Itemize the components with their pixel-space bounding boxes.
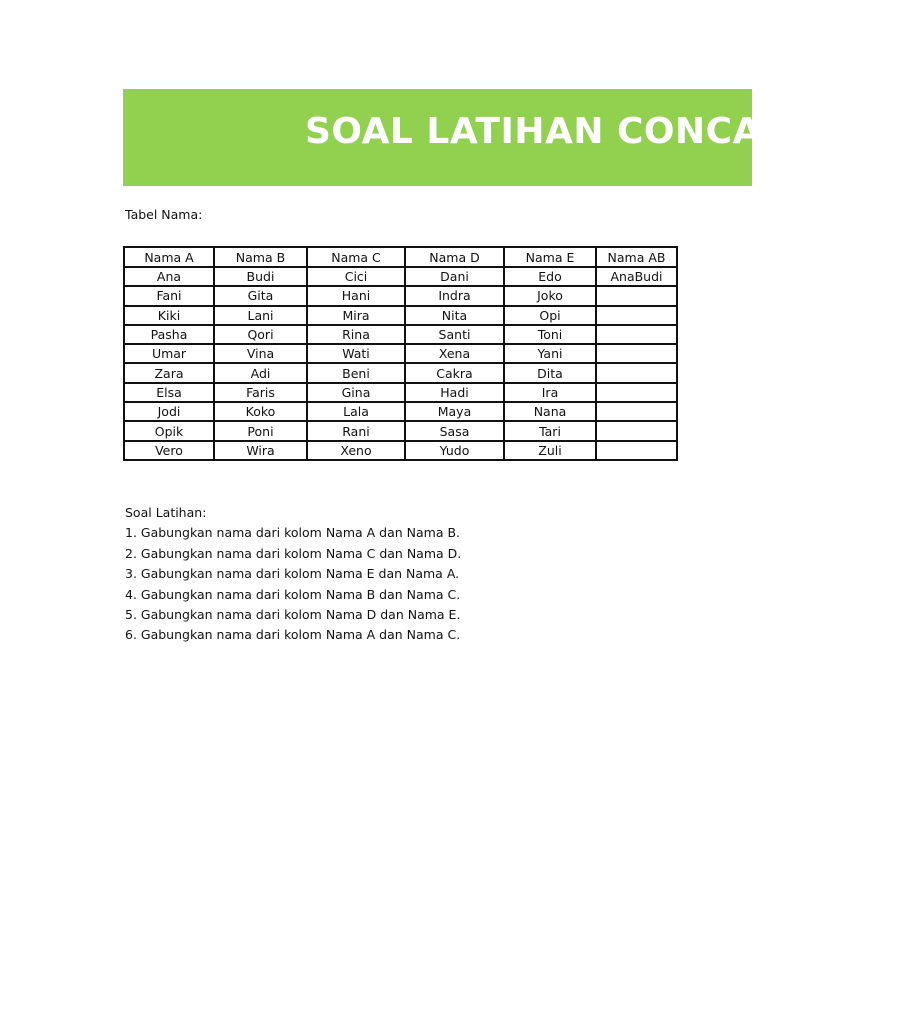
table-cell[interactable] bbox=[596, 441, 677, 460]
table-row bbox=[124, 286, 677, 305]
table-cell[interactable]: Ira bbox=[504, 383, 596, 402]
table-cell[interactable] bbox=[596, 421, 677, 440]
table-row bbox=[124, 383, 677, 402]
table-cell[interactable]: Gita bbox=[214, 286, 307, 305]
table-cell[interactable]: Fani bbox=[124, 286, 214, 305]
header-cell: Nama C bbox=[307, 247, 405, 267]
names-table bbox=[123, 246, 678, 461]
title-clip bbox=[123, 89, 915, 186]
table-cell[interactable]: Toni bbox=[504, 325, 596, 344]
table-cell[interactable]: Rani bbox=[307, 421, 405, 440]
table-cell[interactable]: Xeno bbox=[307, 441, 405, 460]
table-cell[interactable]: Yani bbox=[504, 344, 596, 363]
table-row bbox=[124, 267, 677, 286]
table-cell[interactable]: Elsa bbox=[124, 383, 214, 402]
page-title: SOAL LATIHAN CONCATENATE bbox=[305, 111, 915, 152]
table-cell[interactable]: Indra bbox=[405, 286, 504, 305]
exercise-item: 5. Gabungkan nama dari kolom Nama D dan Nama E. bbox=[125, 607, 461, 623]
table-cell[interactable]: Poni bbox=[214, 421, 307, 440]
exercise-section bbox=[125, 503, 461, 646]
table-cell[interactable]: Nana bbox=[504, 402, 596, 421]
table-cell[interactable]: Dita bbox=[504, 363, 596, 382]
table-cell[interactable] bbox=[596, 306, 677, 325]
table-cell[interactable]: Lala bbox=[307, 402, 405, 421]
header-cell: Nama D bbox=[405, 247, 504, 267]
table-cell[interactable]: Beni bbox=[307, 363, 405, 382]
table-cell[interactable]: Nita bbox=[405, 306, 504, 325]
table-row bbox=[124, 402, 677, 421]
table-cell[interactable]: Edo bbox=[504, 267, 596, 286]
table-cell[interactable]: Rina bbox=[307, 325, 405, 344]
table-cell[interactable]: Koko bbox=[214, 402, 307, 421]
table-cell[interactable]: Cici bbox=[307, 267, 405, 286]
table-cell[interactable]: Adi bbox=[214, 363, 307, 382]
exercise-item: 6. Gabungkan nama dari kolom Nama A dan Nama C. bbox=[125, 627, 461, 643]
table-cell[interactable]: Xena bbox=[405, 344, 504, 363]
table-cell[interactable] bbox=[596, 344, 677, 363]
table-cell[interactable]: Santi bbox=[405, 325, 504, 344]
table-cell[interactable]: Hani bbox=[307, 286, 405, 305]
table-cell[interactable] bbox=[596, 325, 677, 344]
table-header-row bbox=[124, 247, 677, 267]
table-cell[interactable]: Tari bbox=[504, 421, 596, 440]
table-label: Tabel Nama: bbox=[125, 207, 203, 222]
table-cell[interactable]: Opik bbox=[124, 421, 214, 440]
header-cell: Nama E bbox=[504, 247, 596, 267]
table-cell[interactable]: Cakra bbox=[405, 363, 504, 382]
header-cell: Nama B bbox=[214, 247, 307, 267]
table-cell[interactable]: Umar bbox=[124, 344, 214, 363]
table-cell[interactable]: Zuli bbox=[504, 441, 596, 460]
table-cell[interactable] bbox=[596, 363, 677, 382]
table-cell[interactable]: Opi bbox=[504, 306, 596, 325]
table-cell[interactable]: Kiki bbox=[124, 306, 214, 325]
table-cell[interactable] bbox=[596, 383, 677, 402]
table-cell[interactable]: Budi bbox=[214, 267, 307, 286]
table-body bbox=[124, 267, 677, 460]
table-row bbox=[124, 363, 677, 382]
table-cell[interactable]: Sasa bbox=[405, 421, 504, 440]
table-cell[interactable]: Yudo bbox=[405, 441, 504, 460]
table-cell[interactable]: Wira bbox=[214, 441, 307, 460]
table-cell[interactable]: Faris bbox=[214, 383, 307, 402]
title-banner bbox=[123, 89, 915, 186]
table-cell[interactable]: AnaBudi bbox=[596, 267, 677, 286]
table-row bbox=[124, 344, 677, 363]
table-cell[interactable]: Wati bbox=[307, 344, 405, 363]
table-cell[interactable]: Gina bbox=[307, 383, 405, 402]
exercise-item: 2. Gabungkan nama dari kolom Nama C dan Nama D. bbox=[125, 545, 462, 561]
exercise-item: 1. Gabungkan nama dari kolom Nama A dan Nama B. bbox=[125, 525, 461, 541]
exercise-item: 4. Gabungkan nama dari kolom Nama B dan Nama C. bbox=[125, 586, 461, 602]
table-cell[interactable]: Maya bbox=[405, 402, 504, 421]
exercise-item: 3. Gabungkan nama dari kolom Nama E dan Nama A. bbox=[125, 566, 460, 582]
table-cell[interactable]: Vina bbox=[214, 344, 307, 363]
table-cell[interactable]: Jodi bbox=[124, 402, 214, 421]
table-row bbox=[124, 421, 677, 440]
table-cell[interactable]: Ana bbox=[124, 267, 214, 286]
header-cell: Nama AB bbox=[596, 247, 677, 267]
table-cell[interactable]: Vero bbox=[124, 441, 214, 460]
table-cell[interactable] bbox=[596, 286, 677, 305]
table-cell[interactable]: Hadi bbox=[405, 383, 504, 402]
exercise-title: Soal Latihan: bbox=[125, 505, 207, 520]
table-cell[interactable]: Zara bbox=[124, 363, 214, 382]
table-cell[interactable]: Dani bbox=[405, 267, 504, 286]
table-cell[interactable] bbox=[596, 402, 677, 421]
table-row bbox=[124, 325, 677, 344]
table-cell[interactable]: Qori bbox=[214, 325, 307, 344]
table-cell[interactable]: Pasha bbox=[124, 325, 214, 344]
table-cell[interactable]: Joko bbox=[504, 286, 596, 305]
header-cell: Nama A bbox=[124, 247, 214, 267]
table-row bbox=[124, 441, 677, 460]
table-row bbox=[124, 306, 677, 325]
table-cell[interactable]: Lani bbox=[214, 306, 307, 325]
table-cell[interactable]: Mira bbox=[307, 306, 405, 325]
